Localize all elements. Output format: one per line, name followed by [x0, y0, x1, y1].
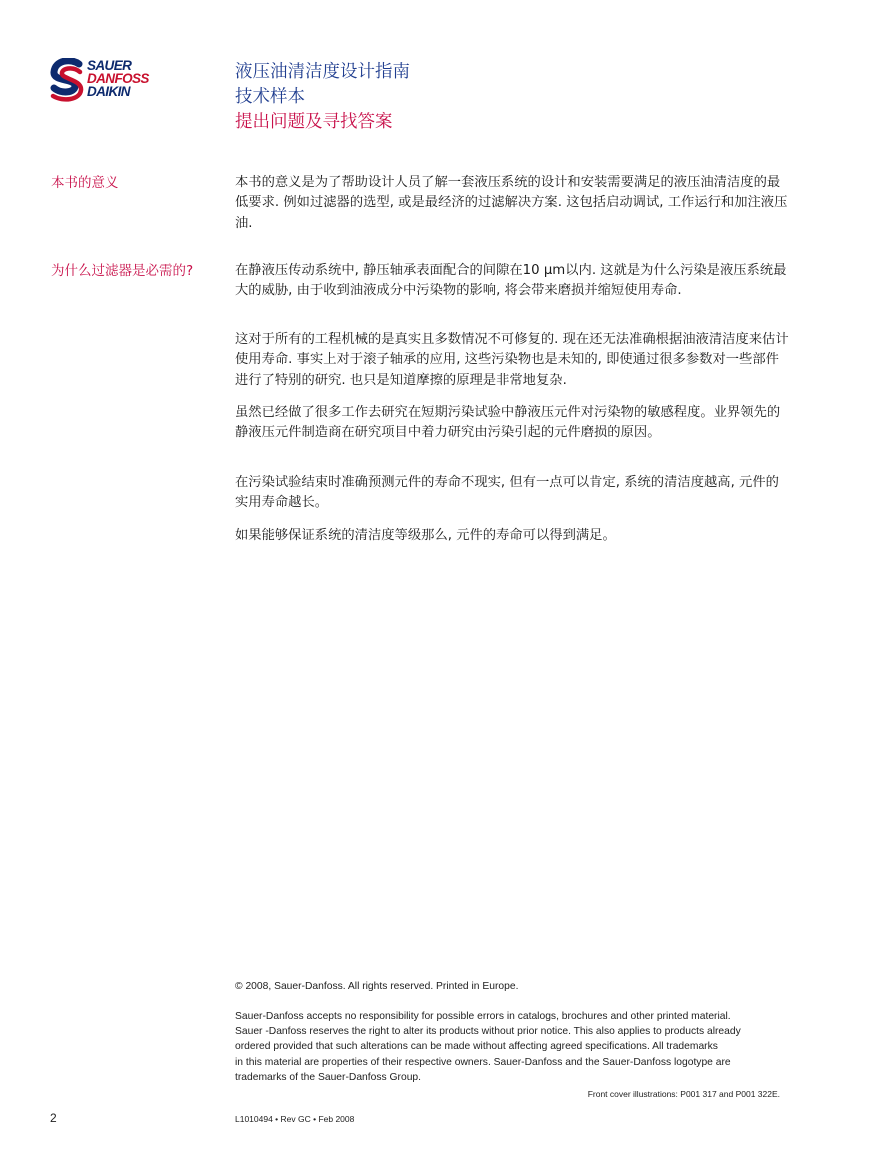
disclaimer-line: in this material are properties of their respective owners. Sauer-Danfoss and the Sauer-Danfoss logotype are	[235, 1056, 731, 1068]
disclaimer-line: Sauer-Danfoss accepts no responsibility for possible errors in catalogs, brochures and other printed material.	[235, 1011, 731, 1022]
disclaimer-line: ordered provided that such alterations can be made without affecting agreed specifications. All trademarks	[235, 1041, 718, 1053]
document-header	[235, 60, 410, 135]
disclaimer-line: Sauer -Danfoss reserves the right to alter its products without prior notice. This also applies to products already	[235, 1026, 741, 1038]
document-tagline: 提出问题及寻找答案	[235, 112, 393, 132]
section-label-purpose: 本书的意义	[51, 175, 119, 191]
cover-illustration-credit: Front cover illustrations: P001 317 and P001 322E.	[587, 1089, 780, 1099]
section-paragraph: 如果能够保证系统的清洁度等级那么, 元件的寿命可以得到满足。	[235, 528, 616, 543]
document-subtitle: 技术样本	[235, 87, 305, 107]
disclaimer	[235, 1009, 795, 1085]
page-number: 2	[50, 1111, 57, 1125]
copyright-notice: © 2008, Sauer-Danfoss. All rights reserved. Printed in Europe.	[235, 981, 519, 992]
company-logo-mark-icon	[49, 58, 85, 102]
logo-text-danfoss: DANFOSS	[87, 71, 149, 86]
section-paragraph: 本书的意义是为了帮助设计人员了解一套液压系统的设计和安装需要满足的液压油清洁度的最低要求. 例如过滤器的选型, 或是最经济的过滤解决方案. 这包括启动调试, 工作运行和加注液压油.	[235, 175, 788, 231]
document-title: 液压油清洁度设计指南	[235, 62, 410, 82]
section-paragraph: 虽然已经做了很多工作去研究在短期污染试验中静液压元件对污染物的敏感程度。业界领先的静液压元件制造商在研究项目中着力研究由污染引起的元件磨损的原因。	[235, 405, 781, 441]
sauer-danfoss-daikin-logo	[49, 58, 159, 102]
logo-text-sauer: SAUER	[87, 58, 132, 73]
logo-text-daikin: DAIKIN	[87, 84, 130, 99]
section-paragraph: 在污染试验结束时准确预测元件的寿命不现实, 但有一点可以肯定, 系统的清洁度越高, 元件的实用寿命越长。	[235, 475, 779, 511]
disclaimer-line: trademarks of the Sauer-Danfoss Group.	[235, 1071, 422, 1083]
section-label-why-filter: 为什么过滤器是必需的?	[51, 263, 194, 279]
document-code: L1010494 • Rev GC • Feb 2008	[235, 1114, 355, 1124]
section-paragraph: 在静液压传动系统中, 静压轴承表面配合的间隙在10 µm以内. 这就是为什么污染是液压系统最大的威胁, 由于收到油液成分中污染物的影响, 将会带来磨损并缩短使用寿命.	[235, 263, 787, 299]
section-paragraph: 这对于所有的工程机械的是真实且多数情况不可修复的. 现在还无法准确根据油液清洁度来估计使用寿命. 事实上对于滚子轴承的应用, 这些污染物也是未知的, 即使通过很多参数对一些部件进行了特别的研究. 也只是知道摩擦的原理是非常地复杂.	[235, 332, 789, 388]
